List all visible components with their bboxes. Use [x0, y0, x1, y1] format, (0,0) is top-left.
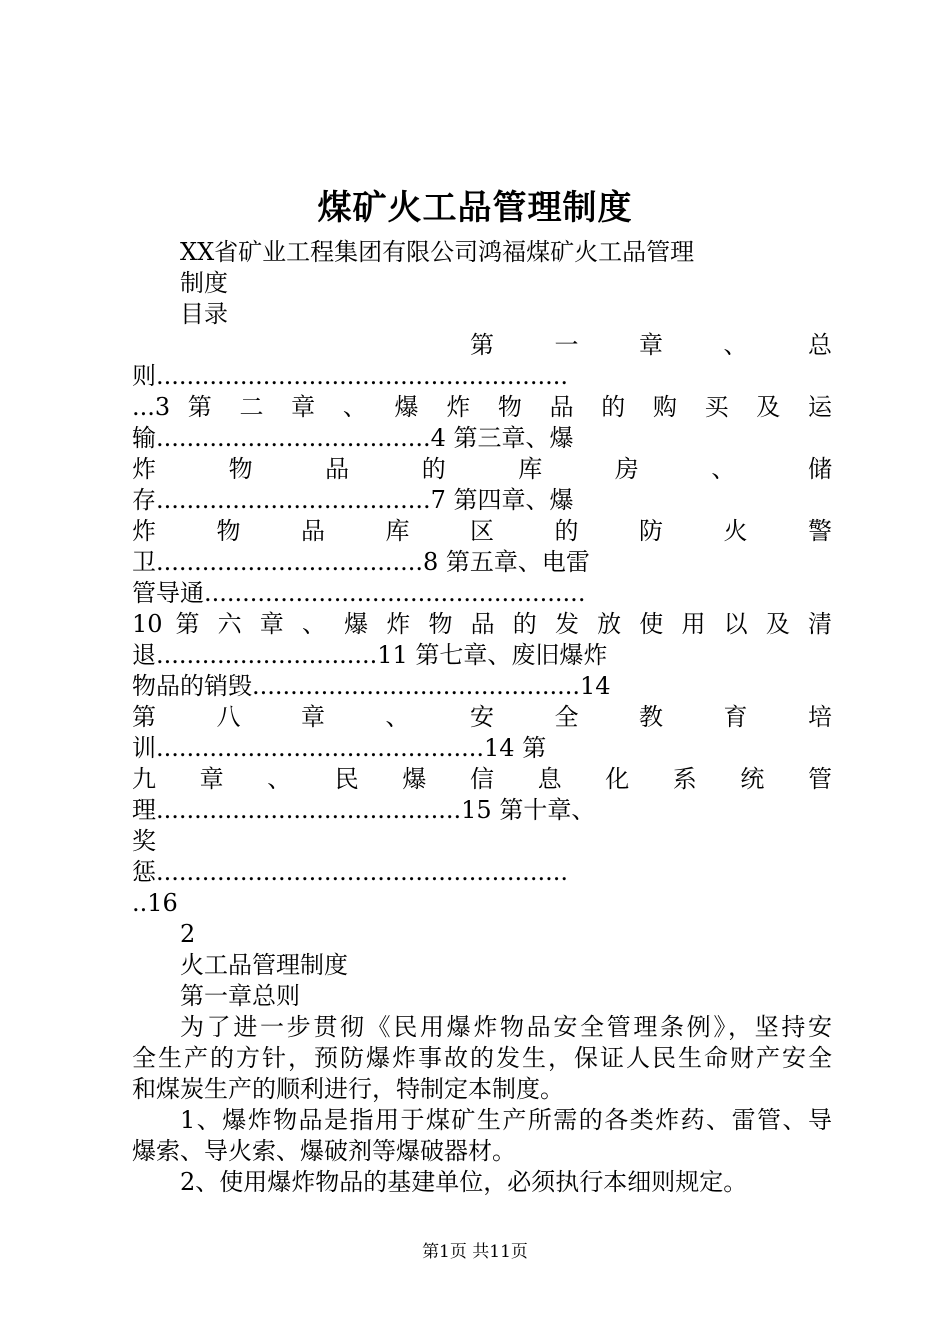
paragraph-line: 爆索、导火索、爆破剂等爆破器材。: [132, 1137, 516, 1165]
toc-line: 惩......................................................: [132, 858, 568, 886]
subtitle-line: XX省矿业工程集团有限公司鸿福煤矿火工品管理: [180, 238, 695, 266]
toc-line: 炸 物 品 库 区 的 防 火 警: [132, 517, 832, 545]
toc-heading: 目录: [180, 300, 228, 328]
page-marker: 2: [180, 920, 196, 948]
toc-line: 九 章 、 民 爆 信 息 化 系 统 管: [132, 765, 832, 793]
toc-line: ...3 第 二 章 、 爆 炸 物 品 的 购 买 及 运: [132, 393, 832, 421]
toc-line: 第 八 章 、 安 全 教 育 培: [132, 703, 832, 731]
toc-line: 物品的销毁...........................................14: [132, 672, 611, 700]
toc-line: 10 第 六 章 、 爆 炸 物 品 的 发 放 使 用 以 及 清: [132, 610, 832, 638]
paragraph-line: 和煤炭生产的顺利进行，特制定本制度。: [132, 1075, 564, 1103]
toc-line: 奖: [132, 827, 156, 855]
toc-line: 存....................................7 第四章、爆: [132, 486, 574, 514]
toc-line: ..16: [132, 889, 178, 917]
toc-line: 输....................................4 第三章、爆: [132, 424, 574, 452]
toc-line: 则......................................................: [132, 362, 568, 390]
document-title: 煤矿火工品管理制度: [317, 188, 633, 228]
toc-line: 炸 物 品 的 库 房 、 储: [132, 455, 832, 483]
subtitle-line: 制度: [180, 269, 228, 297]
paragraph-line: 为了进一步贯彻《民用爆炸物品安全管理条例》，坚持安: [180, 1013, 832, 1041]
body-title: 火工品管理制度: [180, 951, 348, 979]
toc-line: 理........................................15 第十章、: [132, 796, 596, 824]
toc-line: 退.............................11 第七章、废旧爆炸: [132, 641, 608, 669]
toc-line: 卫...................................8 第五章、电雷: [132, 548, 590, 576]
chapter-title: 第一章总则: [180, 982, 300, 1010]
paragraph-line: 全生产的方针，预防爆炸事故的发生，保证人民生命财产安全: [132, 1044, 832, 1072]
toc-line: 管导通..................................................: [132, 579, 586, 607]
page-footer: 第1页 共11页: [422, 1242, 528, 1262]
toc-line: 第 一 章 、 总: [470, 331, 832, 359]
toc-line: 训...........................................14 第: [132, 734, 547, 762]
paragraph-line: 1、爆炸物品是指用于煤矿生产所需的各类炸药、雷管、导: [180, 1106, 832, 1134]
paragraph-line: 2、使用爆炸物品的基建单位，必须执行本细则规定。: [180, 1168, 748, 1196]
